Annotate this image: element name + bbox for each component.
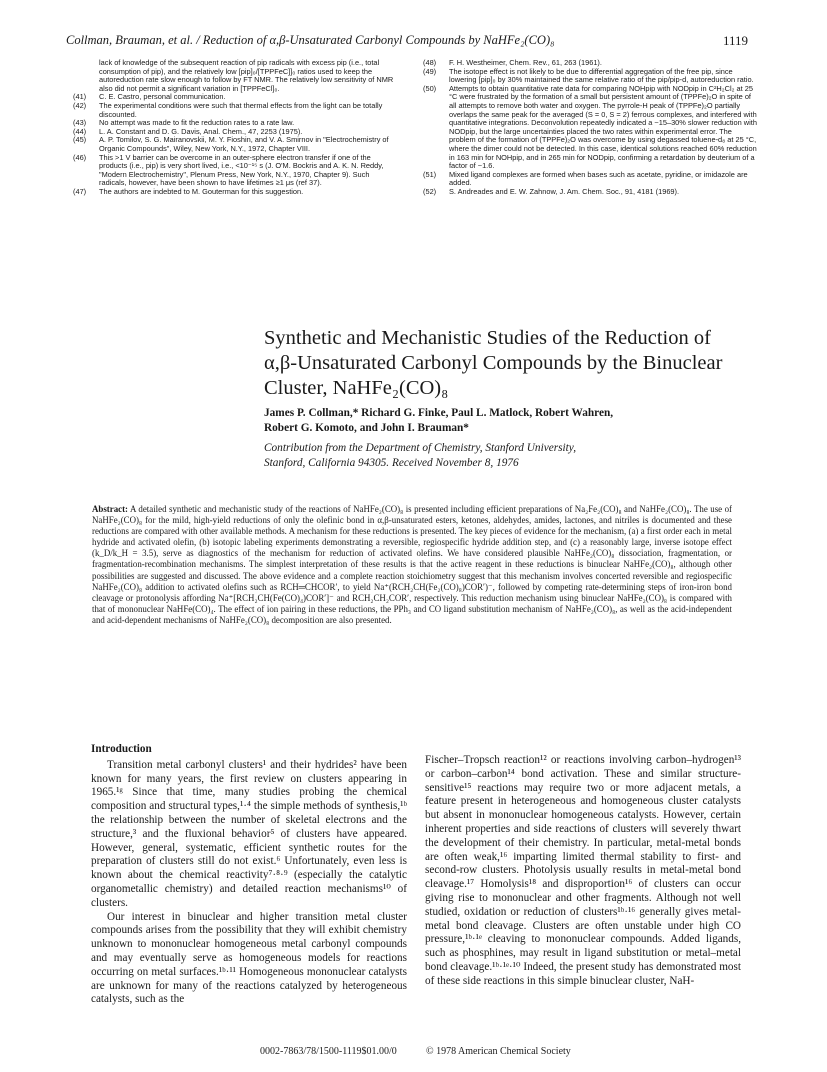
footnote-text: Mixed ligand complexes are formed when bases such as acetate, pyridine, or imidazole are added. [449,169,748,188]
footnote-text: The authors are indebted to M. Gouterman for this suggestion. [99,186,304,196]
footnotes-right [423,59,759,197]
footnote-text: Attempts to obtain quantitative rate data for comparing NOHpip with NODpip in C²H₂Cl₂ at 25 °C were frustrated by the formation of a small but persistent amount of (TPPFe)₂O in spite of all attempts to remove both water and oxygen. The pyrrole-H peak of (TPPFe)₂O partially overlaps the same peak for the averaged (S = 0, S = 2) ferrous complexes, and interfered with quantitative integrations. Deconvolution repeatedly indicated a ~15–30% slower reduction with NODpip, but the large uncertainties placed the two rates within experimental error. The problem of the formation of (TPPFe)₂O was overcome by using degassed toluene-d₈ at 25 °C, where the dimer could not be detected. In this case, identical solutions reached 60% reduction in 163 min for NOHpip, and in 265 min for NODpip, confirming a retardation by deuterium of a factor of ~1.6. [449,83,757,171]
abstract [92,504,732,626]
abstract-label: Abstract: [92,504,128,514]
author-list [264,406,734,436]
article-title: Synthetic and Mechanistic Studies of the Reduction of α,β-Unsaturated Carbonyl Compounds by the Binuclear Cluster, NaHFe₂(CO)₈ [264,327,723,399]
footnote-number: (47) [73,186,87,196]
footnote [423,85,759,171]
affiliation [264,441,734,471]
footnote [73,136,397,153]
footnote [423,188,759,197]
body-paragraph: Fischer–Tropsch reaction¹² or reactions involving carbon–hydrogen¹³ or carbon–carbon¹⁴ bond activation. These and similar structure-sensitive¹⁵ reactions may require two or more adjacent metals, a feature present in heterogeneous and homogeneous cluster catalysts but absent in mononuclear homogeneous catalysts. However, certain inherent properties and side reactions of clusters will severely thwart the development of their chemistry. In particular, metal-metal bonds are often weak,¹⁶ imparting limited thermal stability to first- and second-row clusters. Photolysis usually results in metal-metal bond cleavage.¹⁷ Homolysis¹⁸ and disproportion¹⁶ of clusters can occur giving rise to mononuclear and other fragments. Although not well studied, oxidation or reduction of clusters¹ᵇ·¹⁶ generally gives metal-metal bond cleavage. Clusters are often unstable under high CO pressure,¹ᵇ·¹ᵉ cleaving to mononuclear compounds. Added ligands, such as phosphines, may result in ligand substitution or metal–metal bond cleavage.¹ᵇ·¹ᵉ·¹⁰ Indeed, the present study has demonstrated most of these side reactions in this simple binuclear cluster, NaH- [425,754,741,987]
footnote-number: (45) [73,135,87,145]
footnote-text: L. A. Constant and D. G. Davis, Anal. Chem., 47, 2253 (1975). [99,126,303,136]
footnote-number: (41) [73,92,87,102]
affiliation-line-2: Stanford, California 94305. Received November 8, 1976 [264,457,519,469]
footnote-number: (46) [73,152,87,162]
running-head: Collman, Brauman, et al. / Reduction of α,β-Unsaturated Carbonyl Compounds by NaHFe₂(CO)₈ [66,33,555,47]
footer-article-code: 0002-7863/78/1500-1119$01.00/0 [260,1046,397,1057]
footnote-number: (49) [423,66,437,76]
footnote [423,68,759,85]
footnote [423,171,759,188]
body-column-left [91,743,407,1007]
abstract-text: A detailed synthetic and mechanistic study of the reactions of NaHFe₂(CO)₈ is presented including efficient preparations of Na₂Fe₂(CO)₈ and NaHFe₂(CO)₈. The use of NaHFe₂(CO)₈ for the mild, high-yield reductions of only the olefinic bond in α,β-unsaturated esters, ketones, aldehydes, amides, lactones, and nitriles is documented and these reductions are compared with other available methods. A mechanism for these reductions is presented. The key pieces of evidence for the mechanism, (a) a first order each in metal hydride and activated olefin, (b) isotopic labeling experiments demonstrating a reversible, regiospecific hydride addition step, and (c) a reasonably large, inverse isotope effect (k_D/k_H = 3.5), serve as diagnostics of the mechanism for reduction of activated olefins. We have considered plausible NaHFe₂(CO)₈ dissociation, fragmentation, or fragmentation-recombination mechanisms. The simplest interpretation of these results is that the active reagent in these reductions is binuclear NaHFe₂(CO)₈, although other possibilities are suggested and discussed. The above evidence and a complete reaction stoichiometry suggest that this mechanism involves concerted reversible and regiospecific NaHFe₂(CO)₈ addition to activated olefins such as RCH═CHCOR′, to yield Na⁺(RCH₂CH(Fe₂(CO)₈)COR′)⁻, followed by competing rate-determining steps of iron-iron bond cleavage or protonolysis affording Na⁺[RCH₂CH(Fe(CO)₄)COR′]⁻ and RCH₂CH₂COR′, respectively. This reduction mechanism using binuclear NaHFe₂(CO)₈ is compared with that of mononuclear NaHFe(CO)₄. The effect of ion pairing in these reductions, the PPh₃ and CO ligand substitution mechanism of NaHFe₂(CO)₈, as well as the acid-independent and acid-dependent mechanisms of NaHFe₂(CO)₈ decomposition are also presented. [92,504,732,625]
footnote-number: (50) [423,83,437,93]
footnote [73,188,397,197]
section-heading-introduction: Introduction [91,743,152,755]
footnote [73,59,397,93]
body-paragraph: Our interest in binuclear and higher transition metal cluster compounds arises from the possibility that they will exhibit chemistry unknown to mononuclear homogeneous metal carbonyl compounds and may eventually serve as homogeneous models for reactions occurring on metal surfaces.¹ᵇ·¹¹ Homogeneous mononuclear catalysts are unknown for many of the reactions catalyzed by heterogeneous catalysts, such as the [91,910,407,1006]
footnote-text: The isotope effect is not likely to be due to differential aggregation of the free pip, since lowering [pip]₀ by 30% maintained the same relative ratio of the pip/pip-d, autoreduction ratio. [449,66,754,85]
footnote-number: (42) [73,100,87,110]
footnote [73,102,397,119]
author-line-1: James P. Collman,* Richard G. Finke, Paul L. Matlock, Robert Wahren, [264,407,614,419]
footnote-text: No attempt was made to fit the reduction rates to a rate law. [99,118,295,128]
footnotes-left [73,59,397,197]
footnote-text: S. Andreades and E. W. Zahnow, J. Am. Chem. Soc., 91, 4181 (1969). [449,186,680,196]
body-column-right [425,754,741,989]
body-paragraph: Transition metal carbonyl clusters¹ and their hydrides² have been known for many years, the first review on clusters appearing in 1965.¹ᵍ Since that time, many studies probing the chemical composition and structural types,¹·⁴ the simple methods of synthesis,¹ᵇ the relationship between the number of skeletal electrons and the structure,³ and the fluxional behavior⁵ of clusters have appeared. However, general, systematic, efficient synthetic routes for the preparation of clusters still do not exist.⁶ Unfortunately, even less is known about the chemical reactivity⁷·⁸·⁹ (especially the catalytic organometallic chemistry) and detailed reaction mechanisms¹⁰ of clusters. [91,758,407,909]
footnote-text: A. P. Tomilov, S. G. Mairanovskii, M. Y. Fioshin, and V. A. Smirnov in "Electrochemistry of Organic Compounds", Wiley, New York, N.Y., 1972, Chapter VIII. [99,135,389,153]
footnote-number: (48) [423,58,437,67]
footnote-text: The experimental conditions were such that thermal effects from the light can be totally discounted. [99,100,383,119]
footnote-number: (51) [423,169,437,179]
footnote-number: (52) [423,186,437,196]
footnote [73,154,397,188]
footnote-text: F. H. Westheimer, Chem. Rev., 61, 263 (1961). [449,58,602,67]
footnote-number: (43) [73,118,87,128]
footer-copyright: © 1978 American Chemical Society [426,1046,571,1057]
footnote-text: C. E. Castro, personal communication. [99,92,226,102]
footnote-text: This >1 V barrier can be overcome in an outer-sphere electron transfer if one of the products (i.e., pip) is very short lived, i.e., <10⁻¹⁵ s (J. O'M. Bockris and A. K. N. Reddy, "Modern Electrochemistry", Plenum Press, New York, N.Y., 1970, Chapter 9). Such radicals, however, have been shown to have lifetimes ≥1 μs (ref 37). [99,152,384,188]
author-line-2: Robert G. Komoto, and John I. Brauman* [264,422,469,434]
affiliation-line-1: Contribution from the Department of Chemistry, Stanford University, [264,442,577,454]
page-number: 1119 [723,33,749,48]
footnote-text: lack of knowledge of the subsequent reaction of pip radicals with excess pip (i.e., total consumption of pip), and the relatively low [pip]₀/[TPPFeC]]₀ ratios used to keep the autoreduction rate slow enough to follow by FT NMR. The relatively low sensitivity of NMR also did not permit a significant variation in [TPPFeCl]₀. [99,58,394,93]
footnote-number: (44) [73,126,87,136]
